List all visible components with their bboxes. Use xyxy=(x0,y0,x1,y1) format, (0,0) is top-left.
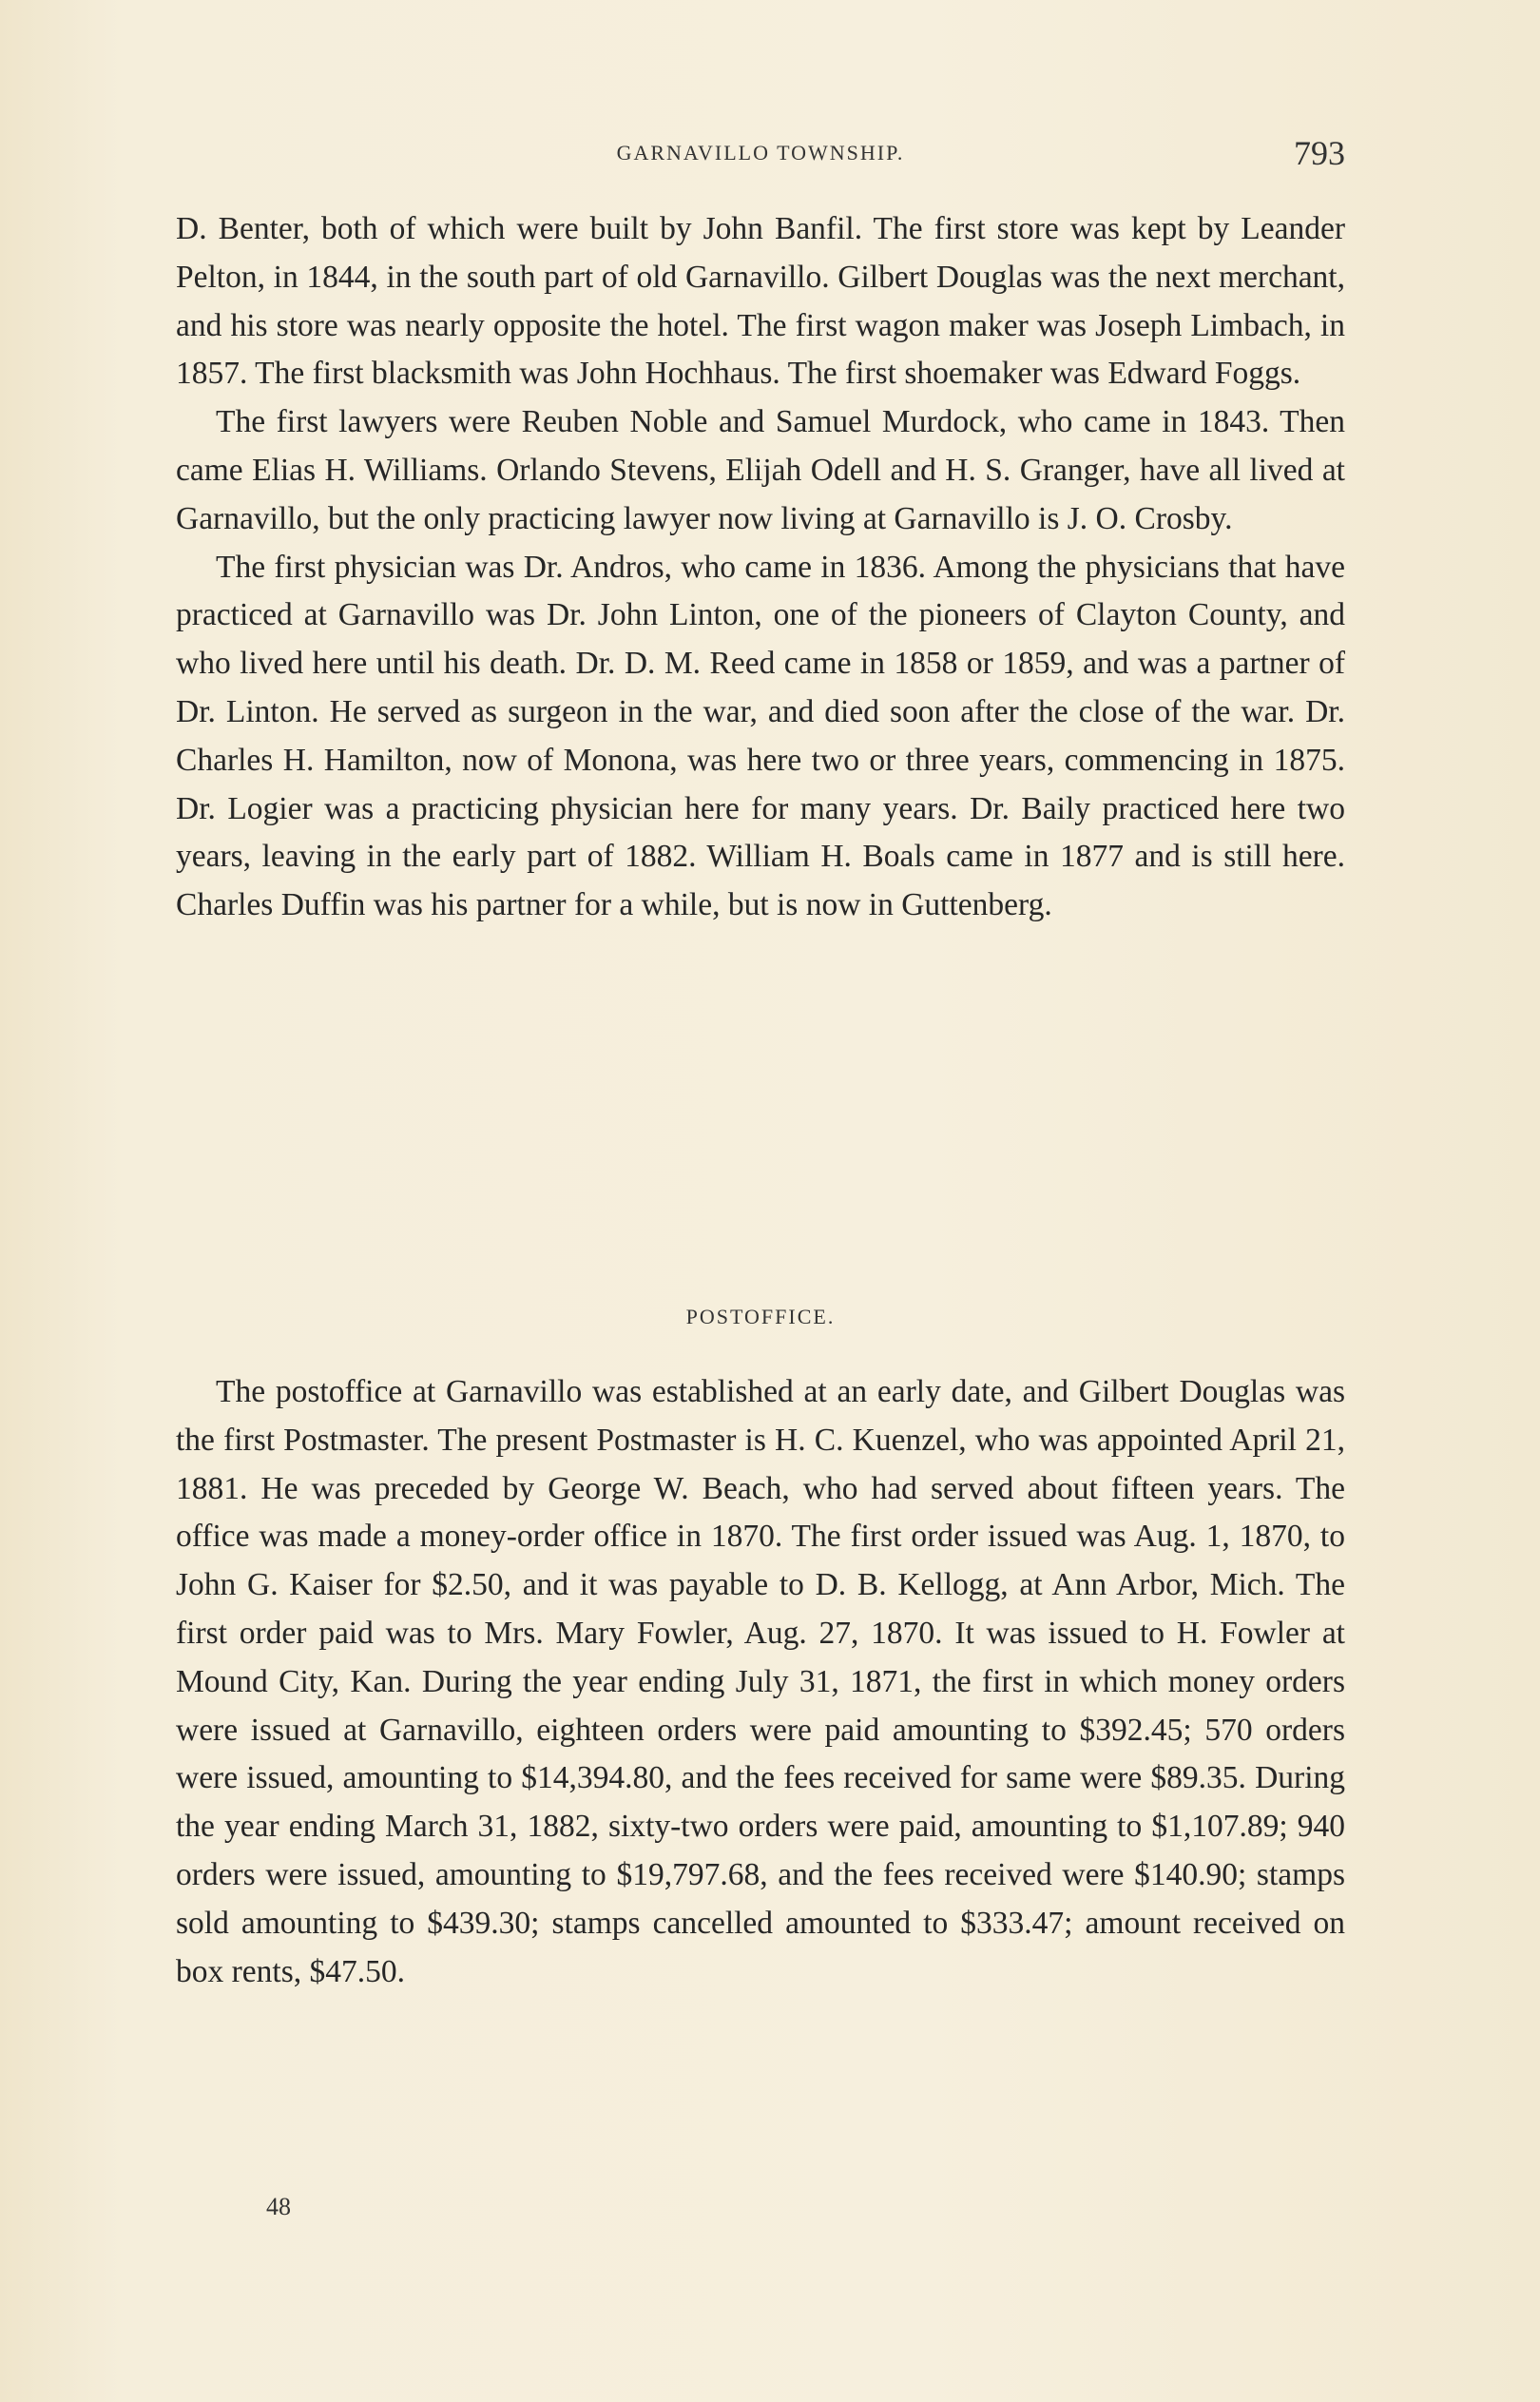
paragraph-lawyers: The first lawyers were Reuben Noble and Samuel Murdock, who came in 1843. Then came Elias H. Williams. Orlando Stevens, Elijah Odell and H. S. Granger, have all lived at Garnavillo, but the only practicing lawyer now living at Garnavillo is J. O. Crosby. xyxy=(176,404,1345,536)
page-number: 793 xyxy=(1294,134,1345,172)
signature-mark: 48 xyxy=(266,2193,291,2220)
paragraph-postoffice: The postoffice at Garnavillo was established at an early date, and Gilbert Douglas was the first Postmaster. The present Postmaster is H. C. Kuenzel, who was appointed April 21, 1881. He was preceded by George W. Beach, who had served about fifteen years. The office was made a money-order office in 1870. The first order issued was Aug. 1, 1870, to John G. Kaiser for $2.50, and it was payable to D. B. Kellogg, at Ann Arbor, Mich. The first order paid was to Mrs. Mary Fowler, Aug. 27, 1870. It was issued to H. Fowler at Mound City, Kan. During the year ending July 31, 1871, the first in which money orders were issued at Garnavillo, eighteen orders were paid amounting to $392.45; 570 orders were issued, amounting to $14,394.80, and the fees received for same were $89.35. During the year ending March 31, 1882, sixty-two orders were paid, amounting to $1,107.89; 940 orders were issued, amounting to $19,797.68, and the fees received were $140.90; stamps sold amounting to $439.30; stamps cancelled amounted to $333.47; amount received on box rents, $47.50. xyxy=(176,1374,1345,1989)
body-text-postoffice xyxy=(176,1368,1345,1996)
running-head: GARNAVILLO TOWNSHIP. xyxy=(616,141,905,165)
paragraph-stores: D. Benter, both of which were built by John Banfil. The first store was kept by Leander Pelton, in 1844, in the south part of old Garnavillo. Gilbert Douglas was the next merchant, and his store was nearly opposite the hotel. The first wagon maker was Joseph Limbach, in 1857. The first blacksmith was John Hochhaus. The first shoemaker was Edward Foggs. xyxy=(176,211,1345,392)
paragraph-physicians: The first physician was Dr. Andros, who came in 1836. Among the physicians that have practiced at Garnavillo was Dr. John Linton, one of the pioneers of Clayton County, and who lived here until his death. Dr. D. M. Reed came in 1858 or 1859, and was a partner of Dr. Linton. He served as surgeon in the war, and died soon after the close of the war. Dr. Charles H. Hamilton, now of Monona, was here two or three years, commencing in 1875. Dr. Logier was a practicing physician here for many years. Dr. Baily practiced here two years, leaving in the early part of 1882. William H. Boals came in 1877 and is still here. Charles Duffin was his partner for a while, but is now in Guttenberg. xyxy=(176,549,1345,923)
page-header xyxy=(176,133,1345,181)
section-heading-postoffice: POSTOFFICE. xyxy=(685,1305,836,1328)
body-text-main xyxy=(176,205,1345,930)
